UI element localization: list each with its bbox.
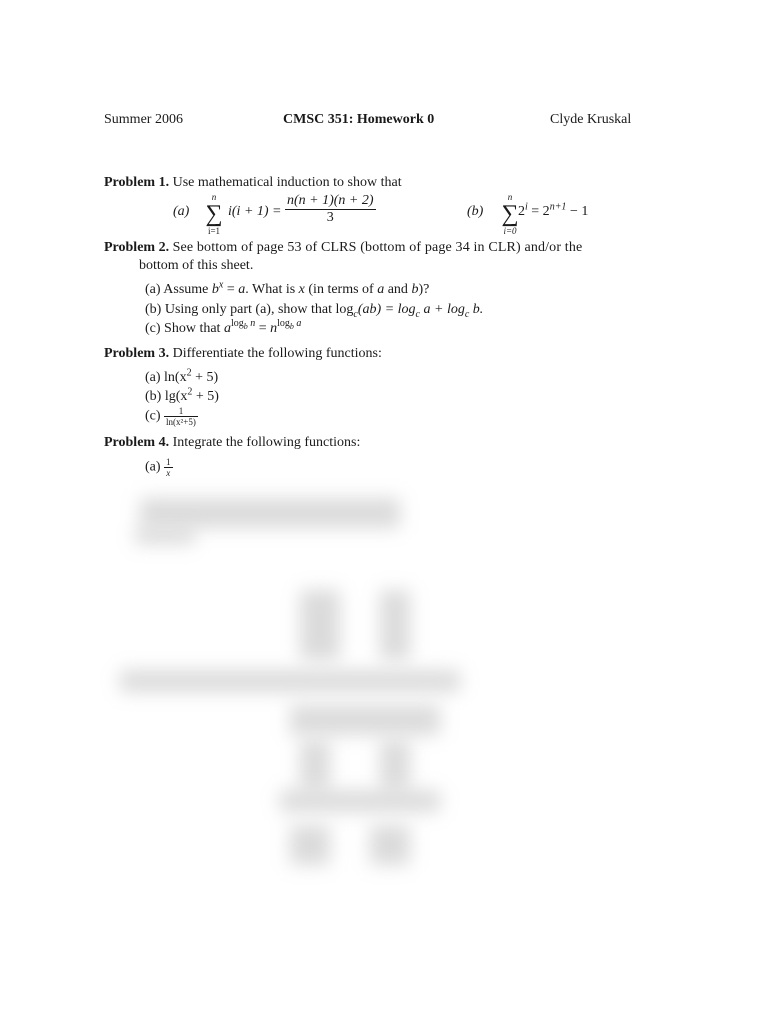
- header-left: Summer 2006: [104, 112, 183, 127]
- problem-3: [104, 346, 382, 362]
- problem-1: [104, 175, 402, 191]
- problem-3b: [145, 386, 219, 405]
- t6: )?: [418, 282, 430, 297]
- problem-1-label: Problem 1.: [104, 175, 170, 190]
- exp2: log: [277, 318, 290, 330]
- header-right: Clyde Kruskal: [550, 112, 632, 127]
- x: x: [218, 279, 224, 291]
- problem-1-text: Use mathematical induction to show that: [172, 175, 402, 190]
- c: c: [353, 308, 358, 320]
- tag: (a): [145, 370, 161, 385]
- problem-2-label: Problem 2.: [104, 240, 170, 255]
- frac-num: 1: [166, 457, 171, 467]
- sup: 2: [187, 386, 193, 398]
- tail: + 5): [192, 389, 219, 404]
- frac-den: ln(x²+5): [166, 417, 196, 427]
- c3: c: [464, 308, 470, 320]
- b2: b: [289, 322, 294, 332]
- frac-a-den: 3: [326, 210, 334, 225]
- text: Using only part (a), show that log: [164, 302, 354, 317]
- problem-2c: [145, 318, 302, 337]
- tag: (c): [145, 408, 161, 424]
- problem-3c: [145, 406, 198, 427]
- b2: b: [411, 282, 419, 297]
- a: a: [238, 282, 246, 297]
- b: b: [243, 322, 248, 332]
- sum-a-upper: n: [211, 192, 217, 202]
- t2: =: [223, 282, 239, 297]
- problem-1a-term: i(i + 1) =: [228, 204, 282, 219]
- frac-a-num: n(n + 1)(n + 2): [287, 193, 374, 208]
- tag: (a): [145, 282, 161, 297]
- a2: a: [293, 318, 302, 330]
- exp1: log: [230, 318, 244, 330]
- b: b: [211, 282, 219, 297]
- problem-2: [104, 240, 582, 256]
- tag: (b): [145, 302, 162, 317]
- problem-1a-fraction: [285, 193, 376, 226]
- problem-1a-tag: (a): [173, 204, 190, 219]
- problem-3a: [145, 367, 219, 386]
- n2: n: [270, 321, 278, 336]
- tag: (c): [145, 321, 161, 336]
- problem-2-line1: See bottom of page 53 of CLRS (bottom of page 34 in CLR) and/or the: [172, 240, 583, 255]
- sigma-icon: ∑: [205, 201, 223, 227]
- text: Show that: [164, 321, 224, 336]
- n: n: [247, 318, 256, 330]
- problem-2a: [145, 279, 430, 298]
- tail: − 1: [566, 204, 589, 219]
- t1: Assume: [163, 282, 212, 297]
- tag: (a): [145, 459, 161, 475]
- eq-exp: n+1: [549, 201, 567, 213]
- sup: 2: [186, 367, 192, 379]
- problem-3-text: Differentiate the following functions:: [172, 346, 382, 361]
- term-exp: i: [525, 201, 528, 213]
- eq: = 2: [527, 204, 550, 219]
- problem-2b: [145, 302, 483, 318]
- sum-a-lower: i=1: [207, 226, 221, 236]
- t3: . What is: [245, 282, 299, 297]
- problem-4-text: Integrate the following functions:: [172, 435, 361, 450]
- problem-4-label: Problem 4.: [104, 435, 170, 450]
- problem-4a: [145, 457, 173, 478]
- rest2: a + log: [420, 302, 465, 317]
- rest1: (ab) = log: [357, 302, 416, 317]
- tag: (b): [145, 389, 162, 404]
- term-base: 2: [518, 204, 525, 219]
- frac-num: 1: [164, 406, 198, 417]
- problem-2-line2: bottom of this sheet.: [139, 258, 254, 273]
- problem-1b-expr: [518, 201, 589, 220]
- frac-den: x: [166, 468, 171, 478]
- sigma-icon: ∑: [501, 201, 519, 227]
- rest3: b.: [469, 302, 484, 317]
- header-title: CMSC 351: Homework 0: [283, 112, 435, 127]
- expr: lg(x: [164, 389, 188, 404]
- a: a: [223, 321, 231, 336]
- problem-3-label: Problem 3.: [104, 346, 170, 361]
- problem-1b-tag: (b): [467, 204, 484, 219]
- problem-4: [104, 435, 360, 451]
- sum-b-lower: i=0: [503, 226, 517, 236]
- a2: a: [377, 282, 385, 297]
- t4: (in terms of: [304, 282, 378, 297]
- summation-a: [201, 192, 227, 236]
- sum-b-upper: n: [507, 192, 513, 202]
- c2: c: [415, 308, 420, 320]
- expr: ln(x: [164, 370, 187, 385]
- x2: x: [298, 282, 305, 297]
- eq: =: [255, 321, 271, 336]
- tail: + 5): [191, 370, 219, 385]
- t5: and: [384, 282, 412, 297]
